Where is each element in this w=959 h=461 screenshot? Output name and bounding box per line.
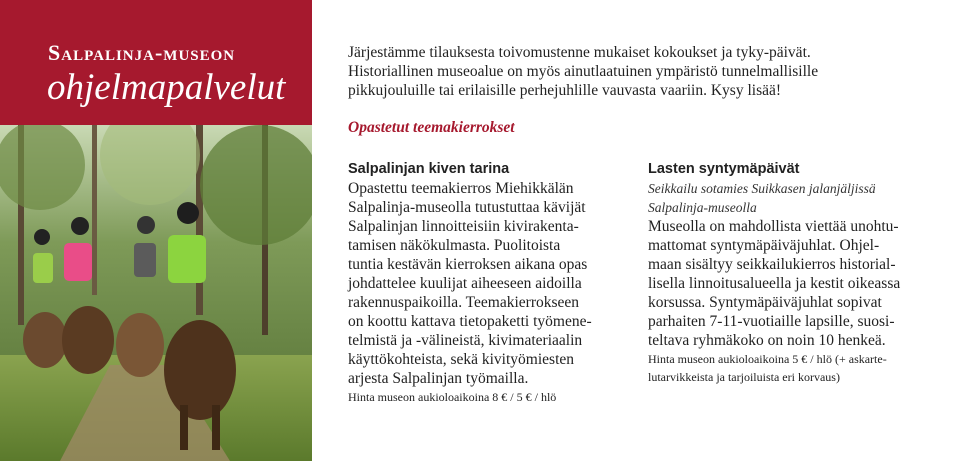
item-subtitle: Seikkailu sotamies Suikkasen jalanjäljissä bbox=[648, 181, 876, 196]
page-subtitle: ohjelmapalvelut bbox=[47, 67, 286, 108]
item-price: lutarvikkeista ja tarjoiluista eri korvaus) bbox=[648, 370, 840, 384]
page-title: Salpalinja-museon bbox=[48, 40, 236, 65]
item-body-line: maan sisältyy seikkailukierros historial- bbox=[648, 256, 896, 273]
intro-line: Historiallinen museoalue on myös ainutlaatuinen ympäristö tunnelmallisille bbox=[348, 63, 819, 80]
item-body-line: Salpalinja-museolla tutustuttaa kävijät bbox=[348, 199, 586, 216]
item-body-line: arjesta Salpalinjan työmailla. bbox=[348, 370, 529, 387]
item-body-line: käyttökohteista, sekä kivityömiesten bbox=[348, 351, 574, 368]
item-stone-story bbox=[348, 160, 618, 406]
item-price: Hinta museon aukioloaikoina 5 € / hlö (+ askarte- bbox=[648, 352, 887, 366]
item-body-line: tuntia kestävän kierroksen aikana opas bbox=[348, 256, 588, 273]
item-body-line: Museolla on mahdollista viettää unohtu- bbox=[648, 218, 899, 235]
intro-text bbox=[348, 43, 908, 100]
horse-riding-photo bbox=[0, 125, 312, 461]
item-title: Salpalinjan kiven tarina bbox=[348, 161, 510, 177]
left-column bbox=[0, 0, 312, 461]
intro-line: Järjestämme tilauksesta toivomustenne mukaiset kokoukset ja tyky-päivät. bbox=[348, 44, 811, 61]
title-banner bbox=[0, 0, 312, 125]
section-heading: Opastetut teemakierrokset bbox=[348, 119, 515, 136]
item-body-line: lisella linnoitusalueella ja kestit oikeassa bbox=[648, 275, 901, 292]
item-body-line: telmistä ja -välineistä, kivimateriaalin bbox=[348, 332, 583, 349]
item-body-line: on koottu kattava tietopaketti työmene- bbox=[348, 313, 592, 330]
item-price: Hinta museon aukioloaikoina 8 € / 5 € / hlö bbox=[348, 390, 557, 404]
item-body-line: johdattelee kuulijat aiheeseen aidoilla bbox=[348, 275, 582, 292]
item-body-line: parhaiten 7-11-vuotiaille lapsille, suosi- bbox=[648, 313, 895, 330]
intro-line: pikkujouluille tai erilaisille perhejuhlille vauvasta vaariin. Kysy lisää! bbox=[348, 82, 782, 99]
item-subtitle: Salpalinja-museolla bbox=[648, 200, 757, 215]
item-body-line: Opastettu teemakierros Miehikkälän bbox=[348, 180, 574, 197]
item-title: Lasten syntymäpäivät bbox=[648, 161, 800, 177]
item-body-line: korsussa. Syntymäpäiväjuhlat sopivat bbox=[648, 294, 882, 311]
item-body-line: teltava ryhmäkoko on noin 10 henkeä. bbox=[648, 332, 886, 349]
item-body-line: Salpalinjan linnoitteisiin kivirakenta- bbox=[348, 218, 579, 235]
photo-illustration bbox=[0, 125, 312, 461]
item-body-line: rakennuspaikoilla. Teemakierrokseen bbox=[348, 294, 580, 311]
item-kids-birthday bbox=[648, 160, 916, 386]
item-body-line: mattomat syntymäpäiväjuhlat. Ohjel- bbox=[648, 237, 880, 254]
item-body-line: tamisen näkökulmasta. Puolitoista bbox=[348, 237, 561, 254]
